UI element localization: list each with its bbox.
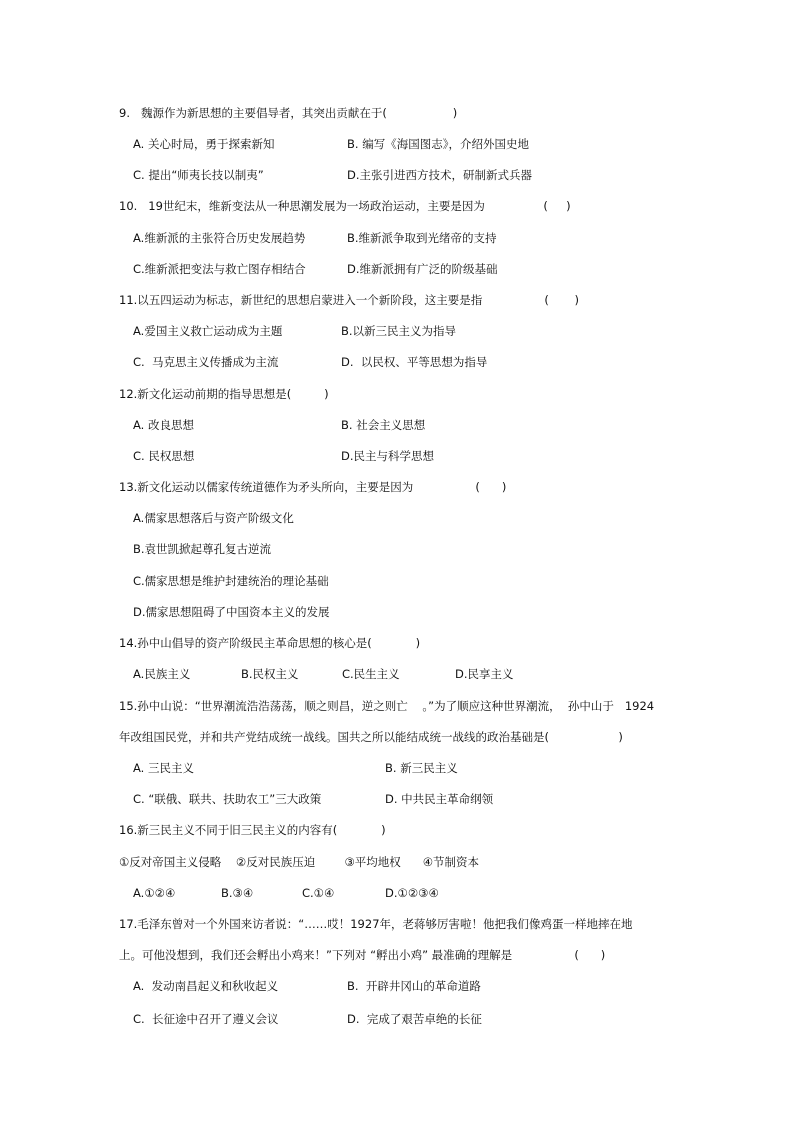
question-13-option-b: B.袁世凯掀起尊孔复古逆流 [133, 542, 272, 556]
question-14-option-d: D.民享主义 [455, 667, 514, 681]
question-15-option-c: C. “联俄、联共、扶助农工”三大政策 [133, 792, 322, 806]
question-16-option-d: D.①②③④ [385, 886, 439, 900]
question-16-items: ①反对帝国主义侵略 ②反对民族压迫 ③平均地权 ④节制资本 [119, 855, 480, 869]
question-16-option-c: C.①④ [302, 886, 335, 900]
question-12-stem: 12.新文化运动前期的指导思想是( ) [119, 387, 329, 401]
question-16-option-a: A.①②④ [133, 886, 176, 900]
question-12-option-d: D.民主与科学思想 [341, 449, 435, 463]
question-15-option-d: D. 中共民主革命纲领 [385, 792, 494, 806]
question-13-option-c: C.儒家思想是维护封建统治的理论基础 [133, 574, 329, 588]
question-14-option-b: B.民权主义 [241, 667, 299, 681]
question-9-option-a: A. 关心时局，勇于探索新知 [133, 137, 275, 151]
question-15-option-b: B. 新三民主义 [385, 761, 458, 775]
question-17-stem-continued: 上。可他没想到，我们还会孵出小鸡来！”下列对 “孵出小鸡” 最准确的理解是 ( ) [119, 948, 606, 962]
question-11-option-a: A.爱国主义救亡运动成为主题 [133, 324, 283, 338]
question-15-stem-continued: 年改组国民党，并和共产党结成统一战线。国共之所以能结成统一战线的政治基础是( ) [119, 730, 623, 744]
question-16-stem: 16.新三民主义不同于旧三民主义的内容有( ) [119, 823, 386, 837]
question-14-option-a: A.民族主义 [133, 667, 191, 681]
question-9-stem: 9. 魏源作为新思想的主要倡导者，其突出贡献在于( ) [119, 106, 458, 120]
question-9-option-b: B. 编写《海国图志》，介绍外国史地 [347, 137, 529, 151]
question-17-option-b: B. 开辟井冈山的革命道路 [347, 979, 481, 993]
question-14-option-c: C.民生主义 [342, 667, 400, 681]
question-13-option-a: A.儒家思想落后与资产阶级文化 [133, 511, 294, 525]
question-11-option-b: B.以新三民主义为指导 [341, 324, 457, 338]
question-11-option-d: D. 以民权、平等思想为指导 [341, 355, 488, 369]
question-11-option-c: C. 马克思主义传播成为主流 [133, 355, 279, 369]
question-17-option-d: D. 完成了艰苦卓绝的长征 [347, 1012, 482, 1026]
question-17-option-a: A. 发动南昌起义和秋收起义 [133, 979, 279, 993]
question-13-stem: 13.新文化运动以儒家传统道德作为矛头所向，主要是因为 ( ) [119, 480, 507, 494]
question-10-option-d: D.维新派拥有广泛的阶级基础 [347, 262, 498, 276]
question-14-stem: 14.孙中山倡导的资产阶级民主革命思想的核心是( ) [119, 636, 421, 650]
question-10-option-c: C.维新派把变法与救亡图存相结合 [133, 262, 306, 276]
question-17-option-c: C. 长征途中召开了遵义会议 [133, 1012, 279, 1026]
question-10-option-a: A.维新派的主张符合历史发展趋势 [133, 231, 306, 245]
question-9-option-d: D.主张引进西方技术，研制新式兵器 [347, 168, 533, 182]
question-15-stem: 15.孙中山说：“世界潮流浩浩荡荡，顺之则昌，逆之则亡 。”为了顺应这种世界潮流， 孙中山于 1924 [119, 699, 655, 713]
question-15-option-a: A. 三民主义 [133, 761, 194, 775]
question-10-option-b: B.维新派争取到光绪帝的支持 [347, 231, 497, 245]
question-9-option-c: C. 提出“师夷长技以制夷” [133, 168, 264, 182]
question-16-option-b: B.③④ [221, 886, 254, 900]
question-12-option-a: A. 改良思想 [133, 418, 194, 432]
question-13-option-d: D.儒家思想阻碍了中国资本主义的发展 [133, 605, 330, 619]
question-12-option-b: B. 社会主义思想 [341, 418, 426, 432]
question-11-stem: 11.以五四运动为标志，新世纪的思想启蒙进入一个新阶段，这主要是指 ( ) [119, 293, 579, 307]
question-12-option-c: C. 民权思想 [133, 449, 195, 463]
question-17-stem: 17.毛泽东曾对一个外国来访者说：“……哎！1927年，老蒋够厉害啦！他把我们像鸡蛋一样地摔在地 [119, 917, 633, 931]
question-10-stem: 10. 19世纪末，维新变法从一种思潮发展为一场政治运动，主要是因为 ( ) [119, 199, 571, 213]
